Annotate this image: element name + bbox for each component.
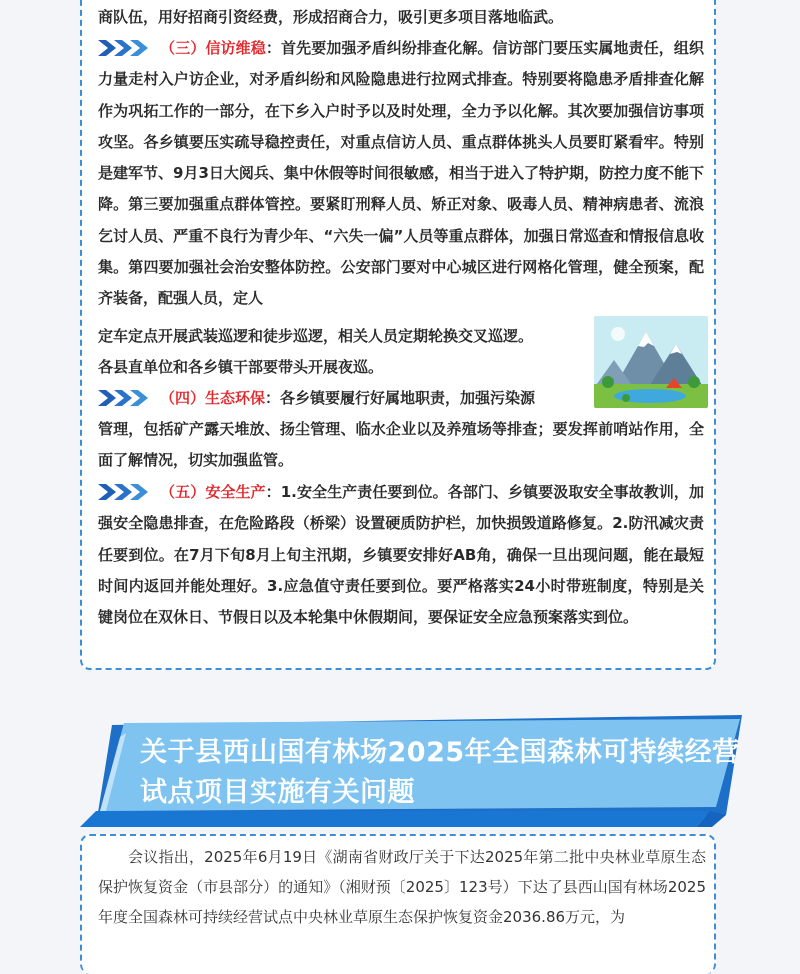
paragraph-text: 商队伍，用好招商引资经费，形成招商合力，吸引更多项目落地临武。 [98,8,564,26]
paragraph-petition-cont-1 [98,321,588,352]
paragraph-text: 各县直单位和各乡镇干部要带头开展夜巡。 [98,358,384,376]
label-colon: ： [265,389,281,407]
banner-title-line-1: 关于县西山国有林场2025年全国森林可持续经营 [140,737,740,768]
paragraph-petition [98,33,704,315]
paragraph-eco-first [98,383,588,414]
section-label-eco: （四）生态环保 [160,389,266,407]
paragraph-safety [98,477,704,633]
triple-chevron-icon [98,40,156,56]
paragraph-text: 首先要加强矛盾纠纷排查化解。信访部门要压实属地责任，组织力量走村入户访企业，对矛盾纠纷和风险隐患进行拉网式排查。特别要将隐患矛盾排查化解作为巩拓工作的一部分，在下乡入户时予以及时处理，全力予以化解。其次要加强信访事项攻坚。各乡镇要压实疏导稳控责任，对重点信访人员、重点群体挑头人员要盯紧看牢。特别是建军节、9月3日大阅兵、集中休假等时间很敏感，相当于进入了特护期，防控力度不能下降。第三要加强重点群体管控。要紧盯刑释人员、矫正对象、吸毒人员、精神病患者、流浪乞讨人员、严重不良行为青少年、“六失一偏”人员等重点群体，加强日常巡查和情报信息收集。第四要加强社会治安整体防控。公安部门要对中心城区进行网格化管理，健全预案，配齐装备，配强人员，定人 [98,39,704,308]
section-label-petition: （三）信访维稳 [160,39,266,57]
paragraph-forest [98,842,706,932]
paragraph-text: 定车定点开展武装巡逻和徒步巡逻，相关人员定期轮换交叉巡逻。 [98,327,534,345]
paragraph-text: 1.安全生产责任要到位。各部门、乡镇要汲取安全事故教训，加强安全隐患排查，在危险路段（桥梁）设置硬质防护栏，加快损毁道路修复。2.防汛减灾责任要到位。在7月下旬8月上旬主汛期，乡镇要安排好AB角，确保一旦出现问题，能在最短时间内返回并能处理好。3.应急值守责任要到位。要严格落实24小时带班制度，特别是关键岗位在双休日、节假日以及本轮集中休假期间，要保证安全应急预案落实到位。 [98,483,704,627]
label-colon: ： [265,39,282,57]
paragraph-text: 会议指出，2025年6月19日《湖南省财政厅关于下达2025年第二批中央林业草原生态保护恢复资金（市县部分）的通知》（湘财预〔2025〕123号）下达了县西山国有林场2025年度全国森林可持续经营试点中央林业草原生态保护恢复资金2036.86万元，为 [98,848,706,926]
paragraph-investment-tail [98,2,704,33]
label-colon: ： [265,483,281,501]
banner-title [140,733,740,813]
paragraph-eco-rest [98,414,704,477]
paragraph-text: 各乡镇要履行好属地职责，加强污染源 [280,389,536,407]
section-label-safety: （五）安全生产 [160,483,266,501]
paragraph-text: 管理，包括矿产露天堆放、扬尘管理、临水企业以及养殖场等排查；要发挥前哨站作用，全面了解情况，切实加强监管。 [98,420,704,470]
mountain-landscape-illustration [594,316,708,408]
triple-chevron-icon [98,484,156,500]
paragraph-petition-cont-2 [98,352,588,383]
triple-chevron-icon [98,390,156,406]
banner-title-line-2: 试点项目实施有关问题 [140,777,415,808]
